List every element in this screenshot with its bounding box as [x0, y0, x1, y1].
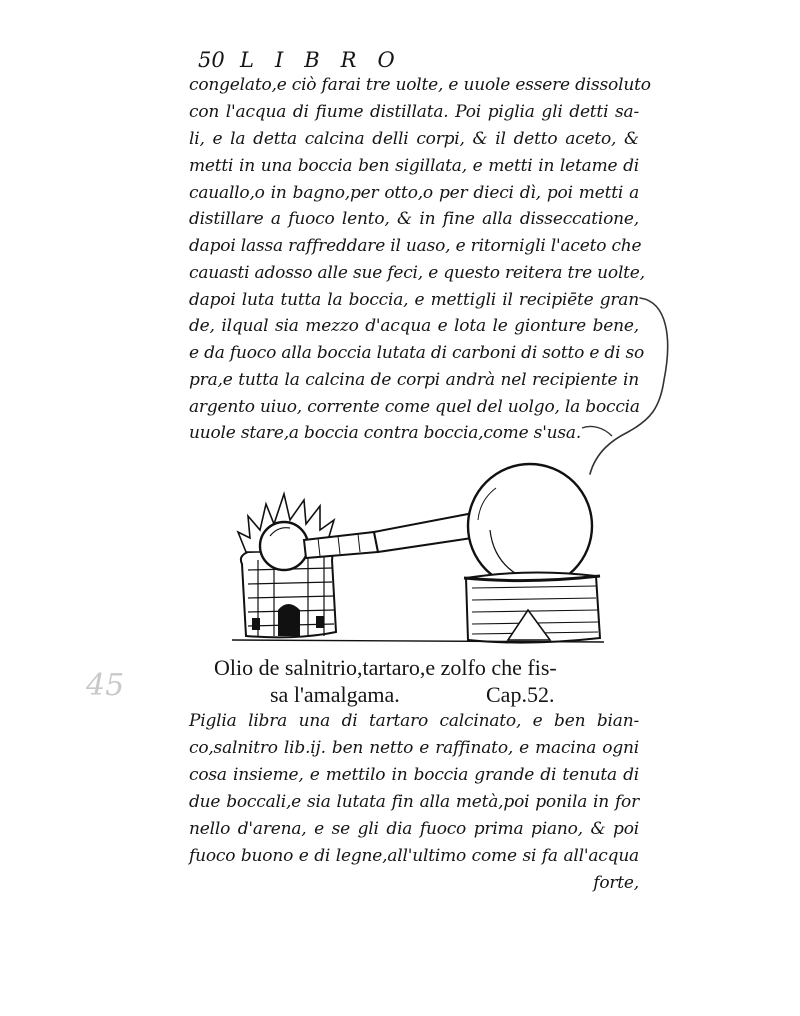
distillation-woodcut	[228, 460, 608, 650]
text-line: metti in una boccia ben sigillata, e metti in letame di	[189, 156, 639, 176]
page-number: 50	[198, 48, 225, 72]
text-line: forte,	[593, 873, 639, 893]
text-line: uuole stare,a boccia contra boccia,come s'usa.	[189, 423, 582, 443]
running-title: LIBRO	[240, 48, 416, 72]
text-line: due boccali,e sia lutata fin alla metà,poi ponila in for	[189, 792, 639, 812]
text-line: argento uiuo, corrente come quel del uolgo, la boccia	[189, 397, 640, 417]
text-line: cauallo,o in bagno,per otto,o per dieci dì, poi metti a	[189, 183, 639, 203]
text-line: e da fuoco alla boccia lutata di carboni di sotto e di so	[189, 343, 645, 363]
receiver-stand-icon	[464, 572, 600, 642]
text-line: pra,e tutta la calcina de corpi andrà nel recipiente in	[189, 370, 639, 390]
margin-note: 45	[86, 668, 125, 703]
text-line: co,salnitro lib.ij. ben netto e raffinato, e macina ogni	[189, 738, 639, 758]
text-line: con l'acqua di fiume distillata. Poi piglia gli detti sa-	[189, 102, 639, 122]
chapter-label: Cap.52.	[486, 682, 555, 707]
text-line: dapoi luta tutta la boccia, e mettigli il recipiēte gran	[189, 290, 639, 310]
text-line: li, e la detta calcina delli corpi, & il detto aceto, &	[189, 129, 639, 149]
text-line: distillare a fuoco lento, & in fine alla disseccatione,	[189, 209, 639, 229]
text-line: nello d'arena, e se gli dia fuoco prima piano, & poi	[189, 819, 639, 839]
chapter-title-line1: Olio de salnitrio,tartaro,e zolfo che fis-	[214, 655, 557, 680]
text-line: cauasti adosso alle sue feci, e questo reitera tre uolte,	[189, 263, 645, 283]
text-line: Piglia libra una di tartaro calcinato, e ben bian-	[189, 711, 639, 731]
text-line: congelato,e ciò farai tre uolte, e uuole essere dissoluto	[189, 75, 651, 95]
text-line: dapoi lassa raffreddare il uaso, e ritornigli l'aceto che	[189, 236, 642, 256]
text-line: fuoco buono e di legne,all'ultimo come si fa all'acqua	[189, 846, 639, 866]
receiver-flask-icon	[374, 464, 592, 588]
text-line: cosa insieme, e mettilo in boccia grande di tenuta di	[189, 765, 639, 785]
text-line: de, ilqual sia mezzo d'acqua e lota le gionture bene,	[189, 316, 639, 336]
chapter-title-line2: sa l'amalgama.	[270, 682, 400, 707]
